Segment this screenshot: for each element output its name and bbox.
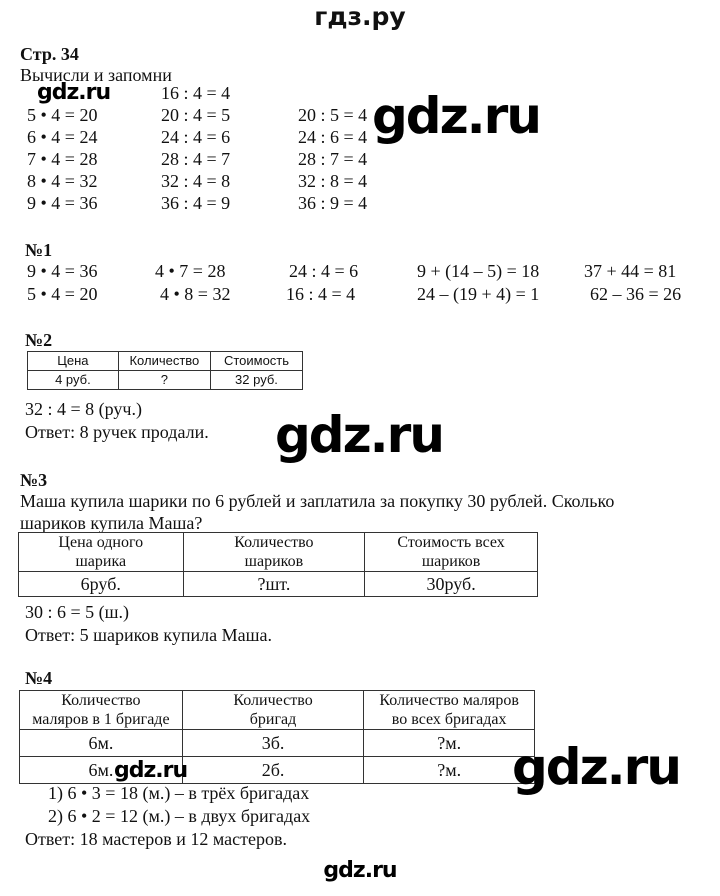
equation: 20 : 5 = 4 [298,105,368,125]
equation: 32 : 4 = 8 [161,171,231,191]
equation: 9 + (14 – 5) = 18 [417,261,540,281]
table-header [365,533,538,572]
table-cell: ?шт. [183,572,365,597]
table-header-row [28,352,303,371]
task4-step2: 2) 6 • 2 = 12 (м.) – в двух бригадах [48,806,311,826]
page-title: Стр. 34 [20,44,79,64]
equation: 36 : 9 = 4 [298,193,368,213]
header-line: бригад [249,711,297,728]
task2-answer: Ответ: 8 ручек продали. [25,422,209,442]
task4-title: №4 [25,668,53,688]
header-line: шариков [421,553,481,570]
table-cell: 4 руб. [28,371,119,390]
watermark: gdz.ru [114,758,188,783]
equation: 7 • 4 = 28 [27,149,98,169]
table-header [19,533,184,572]
header-line: Стоимость всех [397,534,505,551]
equation: 62 – 36 = 26 [590,284,682,304]
task4-answer: Ответ: 18 мастеров и 12 мастеров. [25,829,287,849]
task3-problem-line2: шариков купила Маша? [20,513,203,533]
equation: 4 • 7 = 28 [155,261,226,281]
table-header-row [20,691,535,730]
task1-title: №1 [25,240,53,260]
table-header [20,691,183,730]
table-header: Цена [28,352,119,371]
equation: 8 • 4 = 32 [27,171,98,191]
equation: 28 : 7 = 4 [298,149,368,169]
table-header-row [19,533,538,572]
table-cell: 30руб. [365,572,538,597]
task4-step1: 1) 6 • 3 = 18 (м.) – в трёх бригадах [48,783,310,803]
table-cell: 32 руб. [210,371,302,390]
equation: 32 : 8 = 4 [298,171,368,191]
task3-problem-line1: Маша купила шарики по 6 рублей и заплатила за покупку 30 рублей. Сколько [20,491,615,511]
equation: 24 : 4 = 6 [161,127,231,147]
header-line: Цена одного [58,534,144,551]
table-row [19,572,538,597]
watermark: gdz.ru [372,87,540,145]
table-header [364,691,535,730]
equation: 37 + 44 = 81 [584,261,677,281]
header-line: шарика [75,553,127,570]
task3-title: №3 [20,470,48,490]
header-line: Количество [233,692,313,709]
watermark: gdz.ru [37,80,111,105]
table-cell: 3б. [182,730,364,757]
task4-table [19,690,535,784]
table-header: Стоимость [210,352,302,371]
header-line: во всех бригадах [391,711,507,728]
task3-solution: 30 : 6 = 5 (ш.) [25,602,130,622]
task2-table [27,351,303,390]
header-line: Количество [61,692,141,709]
table-header [183,533,365,572]
header-line: маляров в 1 бригаде [32,711,170,728]
equation: 6 • 4 = 24 [27,127,98,147]
equation: 4 • 8 = 32 [160,284,231,304]
table-row [20,757,535,784]
equation: 16 : 4 = 4 [161,83,231,103]
table-row [28,371,303,390]
equation: 28 : 4 = 7 [161,149,231,169]
equation: 20 : 4 = 5 [161,105,231,125]
site-title: гдз.ру [314,2,406,31]
equation: 24 : 6 = 4 [298,127,368,147]
header-line: Количество [234,534,314,551]
header-line: Количество маляров [379,692,519,709]
footer-watermark: gdz.ru [323,858,397,883]
table-header: Количество [118,352,210,371]
table-cell: 2б. [182,757,364,784]
equation: 24 : 4 = 6 [289,261,359,281]
header-line: шариков [244,553,304,570]
equation: 9 • 4 = 36 [27,193,98,213]
watermark: gdz.ru [275,406,443,464]
equation: 36 : 4 = 9 [161,193,231,213]
table-cell: ?м. [364,730,535,757]
table-cell: ? [118,371,210,390]
table-cell: 6м. [20,730,183,757]
intro-text: Вычисли и запомни [20,65,172,85]
equation: 24 – (19 + 4) = 1 [417,284,540,304]
equation: 5 • 4 = 20 [27,284,98,304]
watermark: gdz.ru [512,738,680,796]
table-row [20,730,535,757]
table-cell: 6руб. [19,572,184,597]
table-cell: 6м. [20,757,183,784]
equation: 5 • 4 = 20 [27,105,98,125]
task3-answer: Ответ: 5 шариков купила Маша. [25,625,272,645]
equation: 16 : 4 = 4 [286,284,356,304]
equation: 9 • 4 = 36 [27,261,98,281]
task2-solution: 32 : 4 = 8 (руч.) [25,399,142,419]
table-cell: ?м. [364,757,535,784]
task2-title: №2 [25,330,53,350]
table-header [182,691,364,730]
task3-table [18,532,538,597]
